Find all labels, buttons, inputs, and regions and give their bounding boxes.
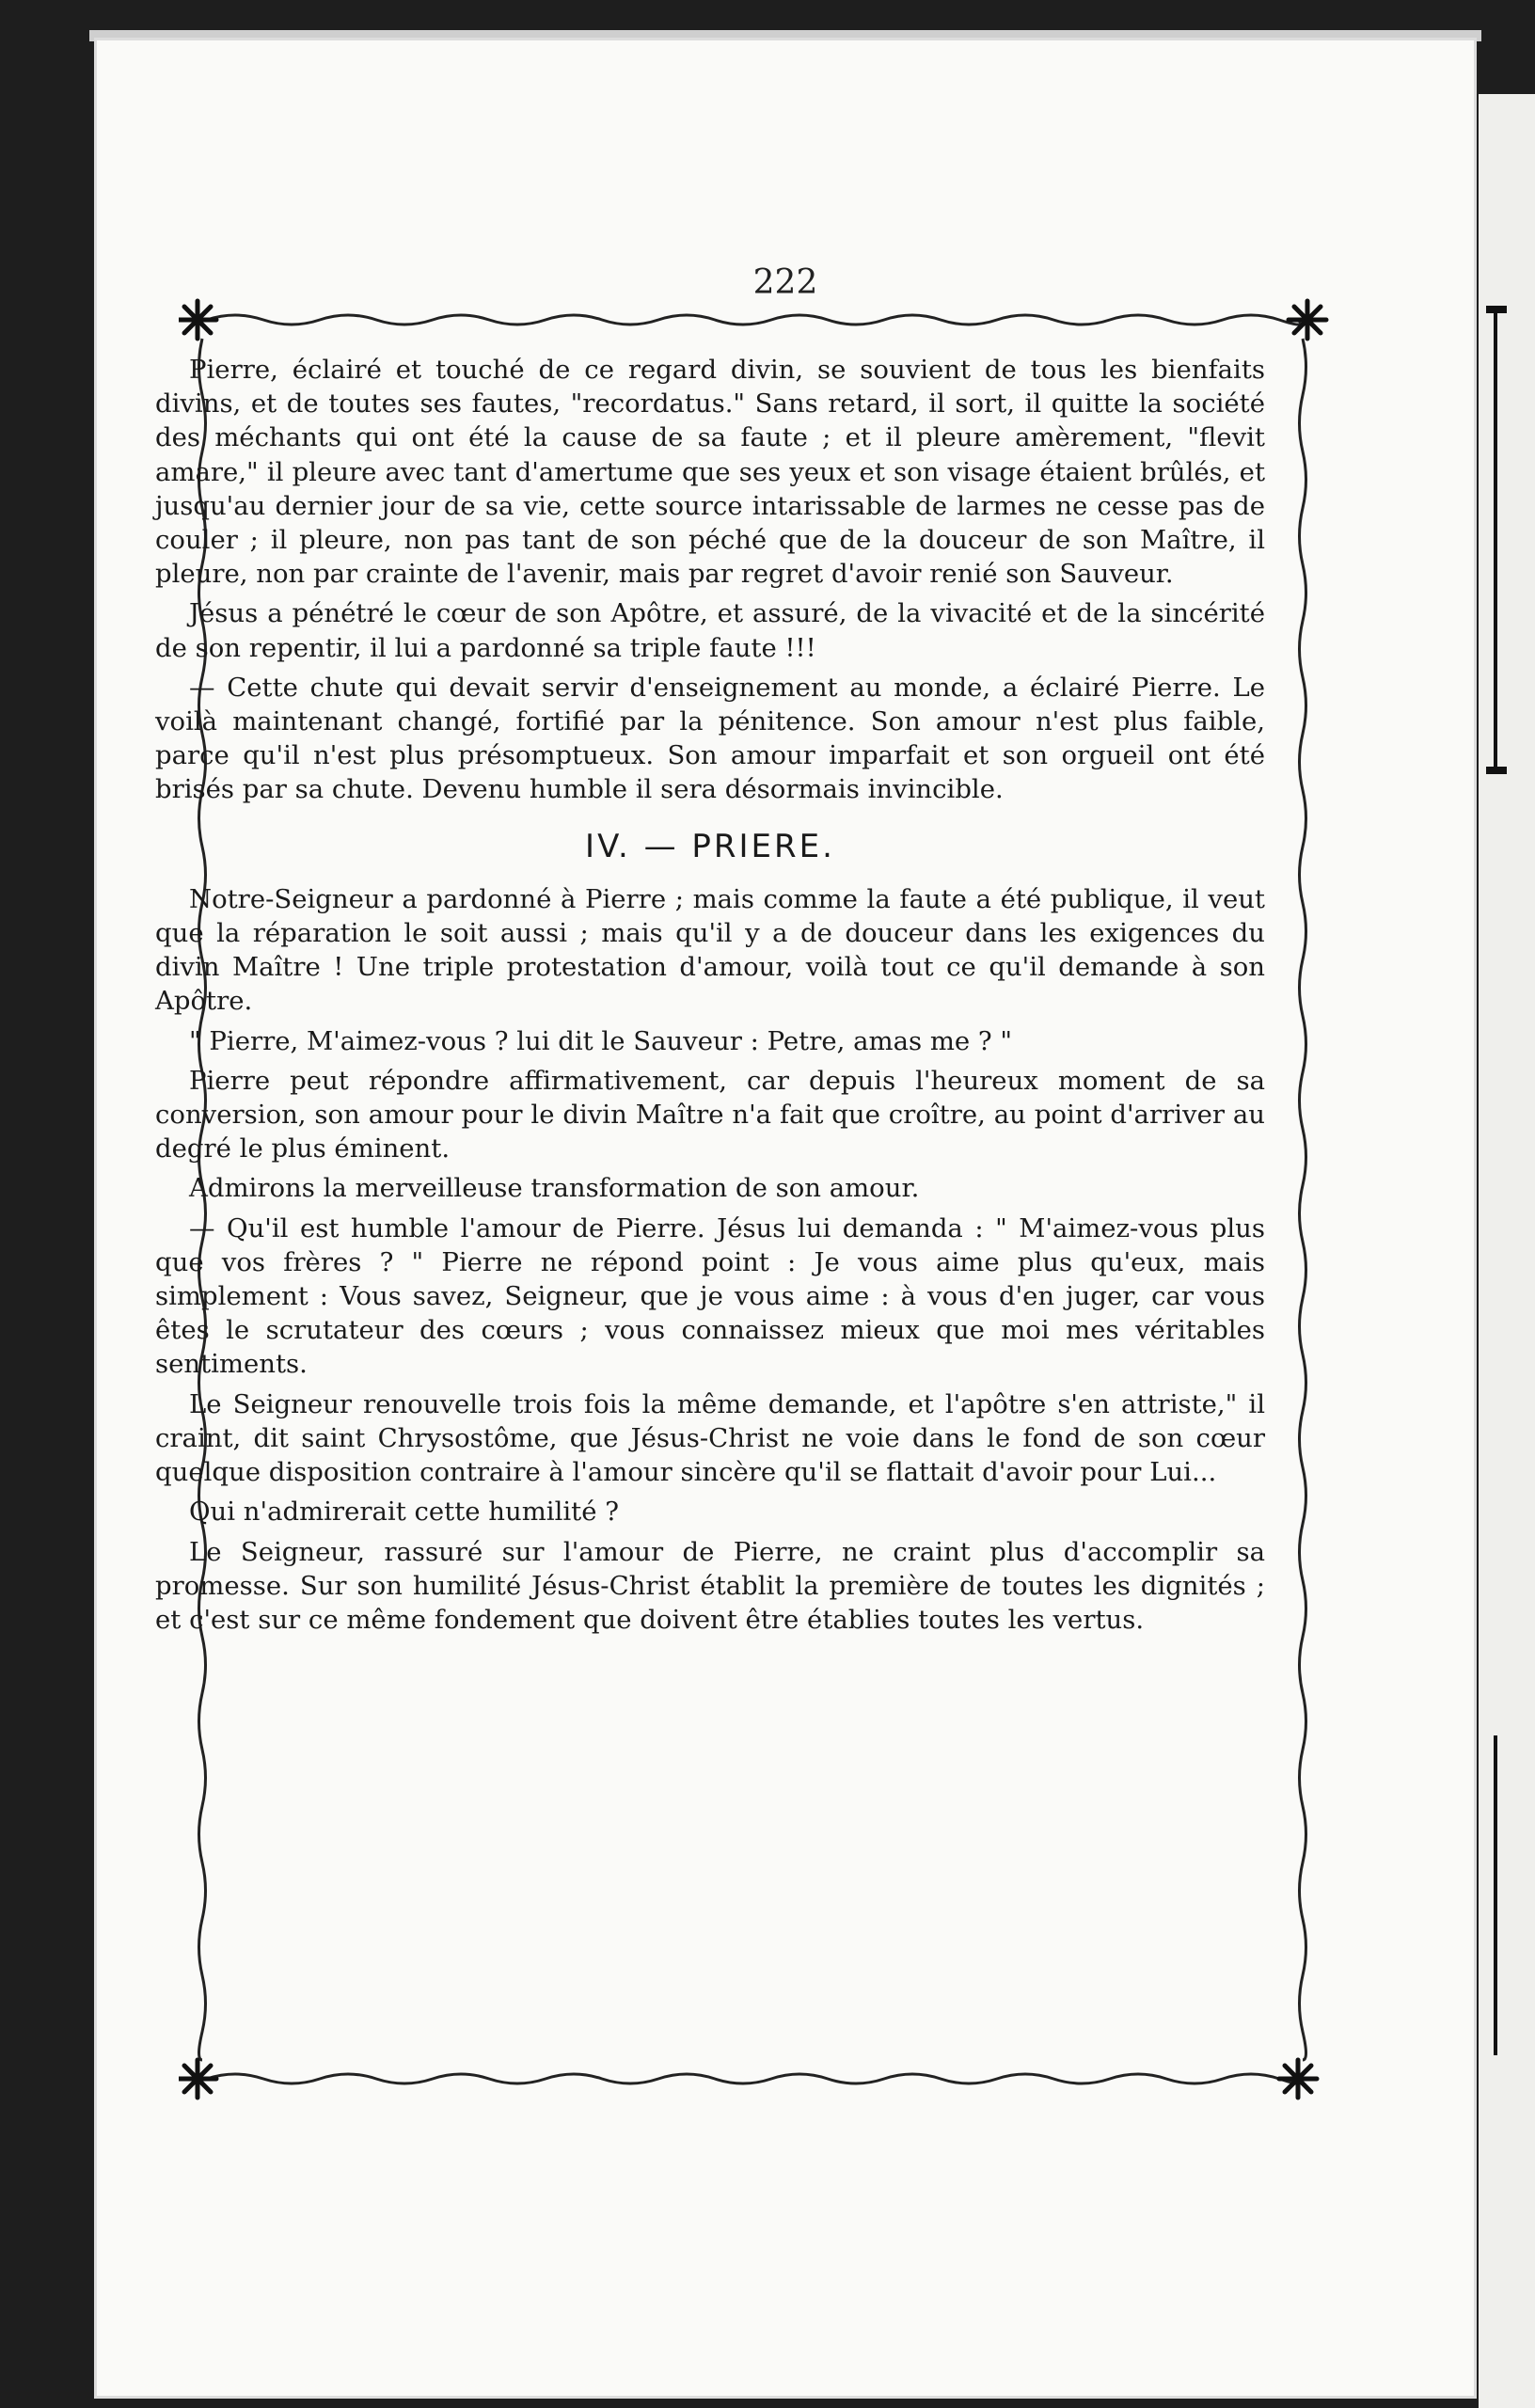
corner-star-top-right: [1289, 301, 1326, 339]
adjacent-page-edge: [1479, 94, 1535, 2408]
paragraph: — Cette chute qui devait servir d'enseignement au monde, a éclairé Pierre. Le voilà maintenant changé, fortifié par la pénitence. Son amour n'est plus faible, parce qu'il n'est plus présomptueux. Son amour imparfait et son orgueil ont été brisés par sa chute. Devenu humble il sera désormais invincible.: [155, 672, 1265, 805]
corner-star-top-left: [179, 301, 216, 339]
paragraph: Pierre peut répondre affirmativement, car depuis l'heureux moment de sa conversion, son amour pour le divin Maître n'a fait que croître, au point d'arriver au degré le plus éminent.: [155, 1065, 1265, 1164]
binding-mark: [1486, 767, 1507, 774]
paragraph: Notre-Seigneur a pardonné à Pierre ; mais comme la faute a été publique, il veut que la réparation le soit aussi ; mais qu'il y a de douceur dans les exigences du divin Maître ! Une triple protestation d'amour, voilà tout ce qu'il demande à son Apôtre.: [155, 883, 1265, 1017]
corner-star-bottom-left: [179, 2060, 216, 2098]
binding-mark: [1494, 310, 1497, 771]
paragraph: Admirons la merveilleuse transformation de son amour.: [189, 1173, 920, 1204]
paragraph: Qui n'admirerait cette humilité ?: [189, 1497, 619, 1528]
paragraph: — Qu'il est humble l'amour de Pierre. Jésus lui demanda : " M'aimez-vous plus que vos frères ? " Pierre ne répond point : Je vous aime plus qu'eux, mais simplement : Vous savez, Seigneur, que je vous aime : à vous d'en juger, car vous êtes le scrutateur des cœurs ; vous connaissez mieux que moi mes véritables sentiments.: [155, 1212, 1265, 1380]
bottom-border-line: [207, 2074, 1296, 2083]
page-number: 222: [752, 263, 818, 302]
corner-star-bottom-right: [1279, 2060, 1317, 2098]
paragraph: Le Seigneur, rassuré sur l'amour de Pierre, ne craint plus d'accomplir sa promesse. Sur son humilité Jésus-Christ établit la première de toutes les dignités ; et c'est sur ce même fondement que doivent être établies toutes les vertus.: [155, 1536, 1265, 1635]
right-border-line: [1300, 339, 1306, 2060]
paragraph: " Pierre, M'aimez-vous ? lui dit le Sauveur : Petre, amas me ? ": [189, 1025, 1013, 1056]
section-heading: IV. — PRIERE.: [585, 827, 835, 865]
page-body-text: [155, 353, 1265, 1642]
top-border-line: [207, 315, 1301, 325]
paragraph: Pierre, éclairé et touché de ce regard divin, se souvient de tous les bienfaits divins, et de toutes ses fautes, "recordatus." Sans retard, il sort, il quitte la société des méchants qui ont été la cause de sa faute ; et il pleure amèrement, "flevit amare," il pleure avec tant d'amertume que ses yeux et son visage étaient brûlés, et jusqu'au dernier jour de sa vie, cette source intarissable de larmes ne cesse pas de couler ; il pleure, non pas tant de son péché que de la douceur de son Maître, il pleure, non par crainte de l'avenir, mais par regret d'avoir renié son Sauveur.: [155, 355, 1265, 590]
paragraph: Le Seigneur renouvelle trois fois la même demande, et l'apôtre s'en attriste," il craint, dit saint Chrysostôme, que Jésus-Christ ne voie dans le fond de son cœur quelque disposition contraire à l'amour sincère qu'il se flattait d'avoir pour Lui...: [155, 1388, 1265, 1488]
paragraph: Jésus a pénétré le cœur de son Apôtre, et assuré, de la vivacité et de la sincérité de son repentir, il lui a pardonné sa triple faute !!!: [155, 598, 1265, 663]
binding-mark: [1494, 1735, 1497, 2055]
